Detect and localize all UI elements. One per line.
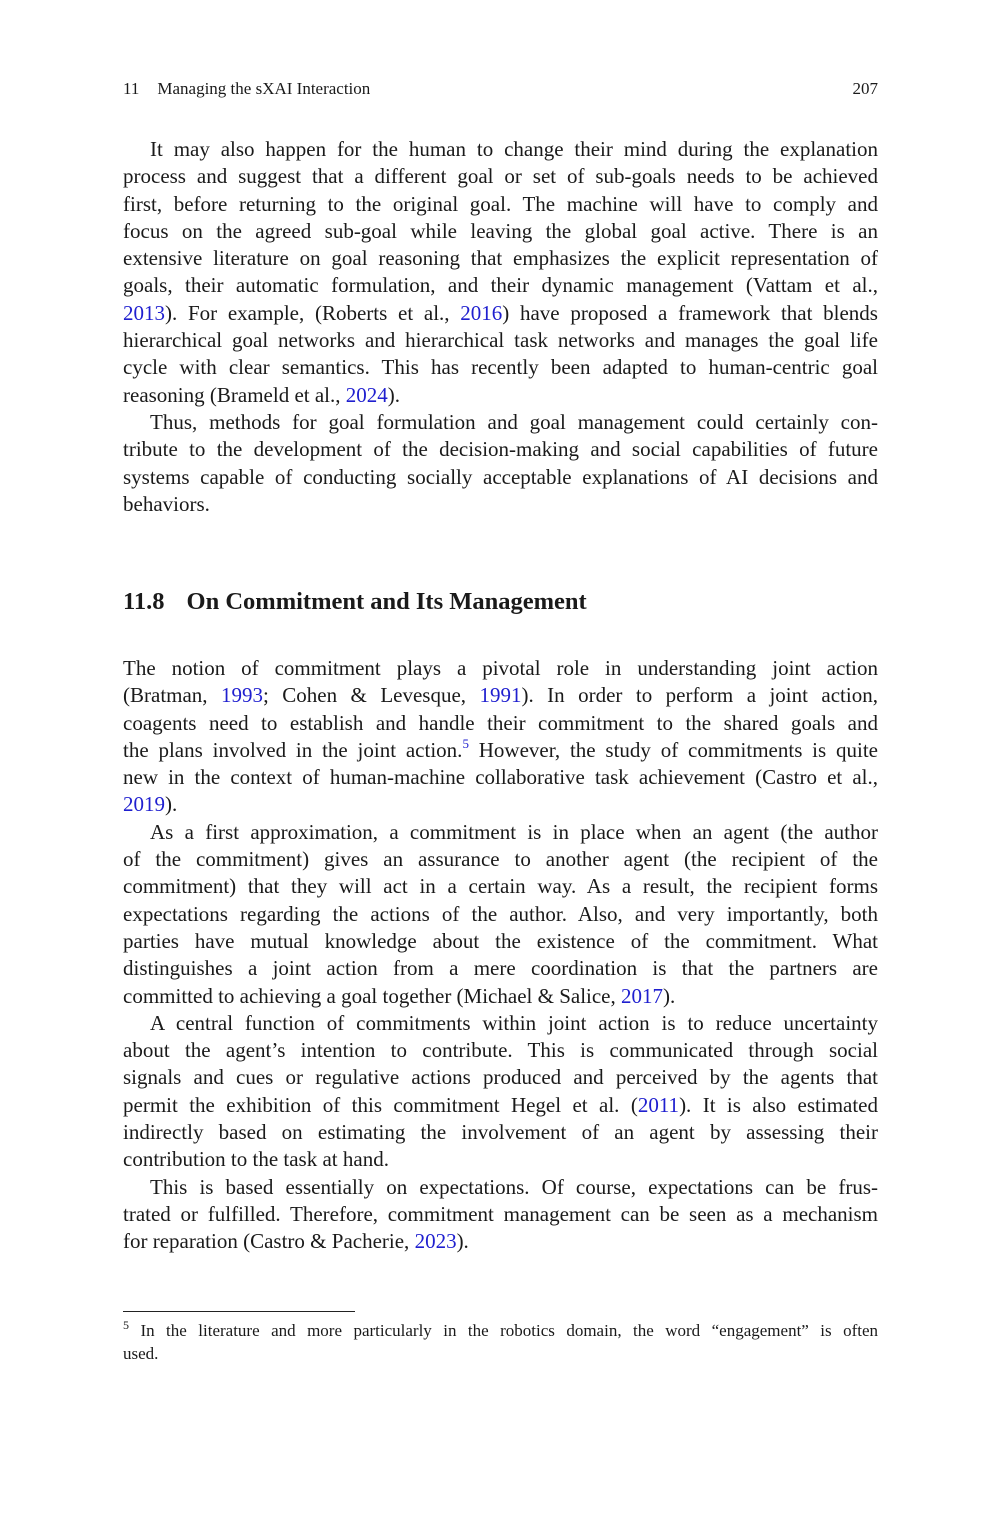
text-span: tribute to the development of the decision-making and social capabilities of future	[123, 437, 878, 462]
text-span: hierarchical goal networks and hierarchical task networks and manages the goal life	[123, 328, 878, 353]
text-span: commitment) that they will act in a certain way. As a result, the recipient forms	[123, 874, 878, 899]
text-line	[123, 873, 878, 900]
text-line	[123, 218, 878, 245]
text-line	[123, 491, 878, 518]
citation-link[interactable]: 2016	[460, 300, 503, 325]
paragraph	[123, 1174, 878, 1256]
text-span: reasoning (Brameld et al.,	[123, 382, 346, 407]
text-line	[123, 901, 878, 928]
body-text-top	[123, 136, 878, 518]
citation-link[interactable]: 2024	[345, 382, 388, 407]
citation-link[interactable]: 1993	[221, 683, 263, 708]
text-line	[123, 983, 878, 1010]
text-span: ). In order to perform a joint action,	[521, 683, 878, 708]
text-span: indirectly based on estimating the involvement of an agent by assessing their	[123, 1120, 878, 1145]
text-line	[123, 764, 878, 791]
text-span: the plans involved in the joint action.	[123, 737, 463, 762]
text-line	[123, 955, 878, 982]
chapter-number: 11	[123, 79, 140, 98]
text-line	[123, 1064, 878, 1091]
text-line	[123, 300, 878, 327]
text-span: extensive literature on goal reasoning that emphasizes the explicit representation of	[123, 246, 878, 271]
text-span: ). For example, (Roberts et al.,	[165, 300, 461, 325]
citation-link[interactable]: 2011	[637, 1092, 680, 1117]
text-span: committed to achieving a goal together (Michael & Salice,	[123, 983, 622, 1008]
text-span: As a first approximation, a commitment is in place when an agent (the author	[150, 819, 878, 844]
citation-link[interactable]: 2023	[414, 1229, 457, 1254]
text-line	[123, 272, 878, 299]
text-span: This is based essentially on expectations. Of course, expectations can be frus-	[150, 1174, 878, 1199]
text-span: ).	[165, 792, 178, 817]
text-line	[123, 163, 878, 190]
text-span: However, the study of commitments is quite	[468, 737, 878, 762]
text-span: goals, their automatic formulation, and their dynamic management (Vattam et al.,	[123, 273, 878, 298]
text-line	[123, 1010, 878, 1037]
text-line	[123, 436, 878, 463]
text-span: first, before returning to the original goal. The machine will have to comply and	[123, 191, 878, 216]
text-span: trated or fulfilled. Therefore, commitment management can be seen as a mechanism	[123, 1201, 878, 1226]
text-span: of the commitment) gives an assurance to another agent (the recipient of the	[123, 847, 878, 872]
text-line	[123, 191, 878, 218]
citation-link[interactable]: 2019	[123, 792, 165, 817]
page-number: 207	[852, 79, 878, 98]
text-span: expectations regarding the actions of the author. Also, and very importantly, both	[123, 901, 878, 926]
footnote-text: In the literature and more particularly in the robotics domain, the word “engagement” is often	[140, 1321, 878, 1340]
text-span: distinguishes a joint action from a mere coordination is that the partners are	[123, 956, 878, 981]
text-line	[123, 245, 878, 272]
text-line	[123, 710, 878, 737]
text-span: coagents need to establish and handle their commitment to the shared goals and	[123, 710, 878, 735]
text-line	[123, 819, 878, 846]
paragraph	[123, 655, 878, 819]
text-span: ; Cohen & Levesque,	[263, 683, 480, 708]
paragraph	[123, 1010, 878, 1174]
citation-link[interactable]: 1991	[479, 683, 522, 708]
footnote-marker: 5	[123, 1318, 129, 1332]
text-line	[123, 846, 878, 873]
text-line	[123, 682, 878, 709]
text-span: ).	[663, 983, 676, 1008]
text-span: The notion of commitment plays a pivotal role in understanding joint action	[123, 656, 878, 680]
text-line	[123, 737, 878, 764]
text-line	[123, 791, 878, 818]
footnote-line	[123, 1342, 878, 1365]
text-span: ). It is also estimated	[679, 1092, 878, 1117]
text-line	[123, 1201, 878, 1228]
text-line	[123, 382, 878, 409]
citation-link[interactable]: 2013	[123, 300, 165, 325]
text-line	[123, 136, 878, 163]
section-number: 11.8	[123, 588, 165, 615]
text-span: (Bratman,	[123, 683, 221, 708]
text-span: A central function of commitments within joint action is to reduce uncertainty	[150, 1010, 878, 1035]
section-heading	[123, 588, 587, 616]
footnote-line	[123, 1319, 878, 1342]
text-span: Thus, methods for goal formulation and goal management could certainly con-	[150, 409, 878, 434]
text-span: cycle with clear semantics. This has recently been adapted to human-centric goal	[123, 355, 878, 380]
text-line	[123, 1174, 878, 1201]
text-span: signals and cues or regulative actions produced and perceived by the agents that	[123, 1065, 878, 1090]
text-span: about the agent’s intention to contribute. This is communicated through social	[123, 1038, 878, 1063]
text-span: systems capable of conducting socially acceptable explanations of AI decisions and	[123, 464, 878, 489]
text-span: process and suggest that a different goal or set of sub-goals needs to be achieved	[123, 164, 878, 189]
paragraph	[123, 409, 878, 518]
text-span: ) have proposed a framework that blends	[502, 300, 878, 325]
footnote-ref[interactable]: 5	[462, 735, 469, 751]
text-line	[123, 1146, 878, 1173]
citation-link[interactable]: 2017	[621, 983, 664, 1008]
text-line	[123, 928, 878, 955]
chapter-title: Managing the sXAI Interaction	[157, 79, 371, 98]
text-line	[123, 327, 878, 354]
text-span: permit the exhibition of this commitment Hegel et al. (	[123, 1092, 638, 1117]
text-line	[123, 409, 878, 436]
footnote-text: used.	[123, 1344, 159, 1363]
body-text-bottom	[123, 655, 878, 1256]
paragraph	[123, 819, 878, 1010]
text-line	[123, 1037, 878, 1064]
text-span: behaviors.	[123, 491, 210, 516]
text-span: contribution to the task at hand.	[123, 1147, 389, 1172]
text-line	[123, 1228, 878, 1255]
footnote-divider	[123, 1311, 355, 1312]
text-span: ).	[456, 1229, 469, 1254]
text-span: It may also happen for the human to change their mind during the explanation	[150, 137, 878, 161]
text-line	[123, 354, 878, 381]
text-span: focus on the agreed sub-goal while leaving the global goal active. There is an	[123, 218, 878, 243]
text-span: parties have mutual knowledge about the existence of the commitment. What	[123, 928, 878, 953]
text-line	[123, 464, 878, 491]
text-span: for reparation (Castro & Pacherie,	[123, 1229, 415, 1254]
text-span: ).	[387, 382, 401, 407]
footnote	[123, 1319, 878, 1365]
section-title: On Commitment and Its Management	[186, 588, 587, 615]
text-span: new in the context of human-machine collaborative task achievement (Castro et al.,	[123, 765, 878, 790]
text-line	[123, 1092, 878, 1119]
paragraph	[123, 136, 878, 409]
text-line	[123, 655, 878, 682]
running-header	[123, 79, 370, 99]
text-line	[123, 1119, 878, 1146]
